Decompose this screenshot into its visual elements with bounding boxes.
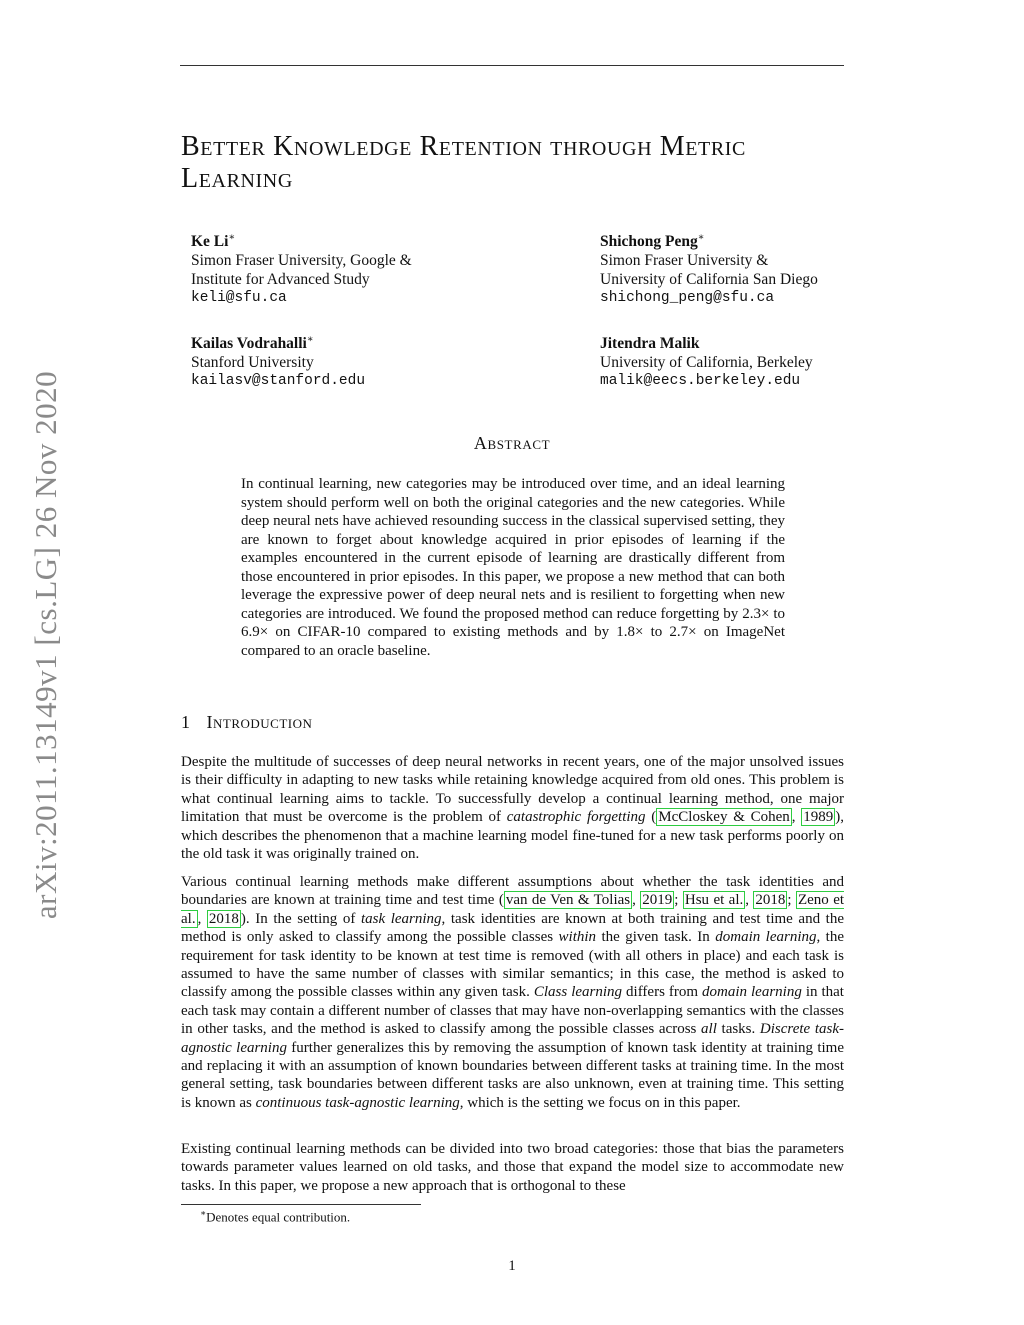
author-name: Ke Li∗: [191, 232, 236, 251]
citation-link[interactable]: 1989: [803, 809, 834, 826]
abstract-text: In continual learning, new categories may be introduced over time, and an ideal learning system should perform well on both the original categories and the new categories. While deep neural nets have achieved resounding success in the classical supervised setting, they are known to forget about knowledge acquired in prior episodes of learning if the examples encountered in the current episode of learning are drastically different from those encountered in prior episodes. In this paper, we propose a new method that can both leverage the expressive power of deep neural nets and is resilient to forgetting when new categories are introduced. We found the proposed method can reduce forgetting by 2.3× to 6.9× on CIFAR-10 compared to existing methods and by 1.8× to 2.7× on ImageNet compared to an oracle baseline.: [241, 476, 785, 659]
author-email[interactable]: kailasv@stanford.edu: [191, 373, 366, 390]
intro-paragraph-3: Existing continual learning methods can be divided into two broad categories: those that bias the parameters towards parameter values learned on old tasks, and those that expand the model size to accommodate new tasks. In this paper, we propose a new approach that is orthogonal to these: [181, 1141, 844, 1194]
intro-paragraph-1: Despite the multitude of successes of deep neural networks in recent years, one of the major unsolved issues is their difficulty in adapting to new tasks while retaining knowledge acquired from old ones. This problem is what continual learning aims to tackle. To successfully develop a continual learning method, one major limitation that must be overcome is the problem of catastrophic forgetting ( McCloskey & Cohen , 1989 ), which describes the phenomenon that a machine learning model fine-tuned for a new task performs poorly on the old task it was originally trained on.: [181, 754, 845, 863]
author-block: [600, 330, 813, 391]
author-affiliation: University of California, Berkeley: [600, 354, 813, 372]
author-affiliation: Stanford University: [191, 354, 314, 372]
author-affiliation: Simon Fraser University, Google &: [191, 252, 412, 270]
author-email[interactable]: malik@eecs.berkeley.edu: [600, 373, 801, 390]
header-rule: [180, 65, 844, 66]
citation-link[interactable]: 2019: [642, 892, 673, 909]
citation-link[interactable]: van de Ven & Tolias: [505, 892, 631, 909]
author-email[interactable]: keli@sfu.ca: [191, 290, 287, 307]
author-block: [600, 228, 818, 308]
arxiv-identifier: arXiv:2011.13149v1 [cs.LG] 26 Nov 2020: [28, 370, 63, 920]
author-block: [191, 228, 412, 308]
intro-paragraph-2: Various continual learning methods make different assumptions about whether the task identities and boundaries are known at training time and test time ( van de Ven & Tolias , 2019 ; Hsu et al. , 2018 ; Zeno et al. , 2018 ). In the setting of task learning, task identities are known at both training and test time and the method is only asked to classify among the possible classes within the given task. In domain learning, the requirement for task identity to be known at test time is removed (with all others in place) and each task is assumed to have the same number of classes with similar semantics; in this case, the method is asked to classify among the possible classes within any given task. Class learning differs from domain learning in that each task may contain a different number of classes that may have non-overlapping semantics with the classes in other tasks, and the method is asked to classify among the possible classes across all tasks. Discrete task-agnostic learning further generalizes this by removing the assumption of known task identity at training time and replacing it with an assumption of known boundaries between different tasks at training time. In the most general setting, task boundaries between different tasks are also unknown, even at training time. This setting is known as continuous task-agnostic learning, which is the setting we focus on in this paper.: [181, 874, 845, 1111]
author-affiliation: Institute for Advanced Study: [191, 271, 370, 289]
footnote: ∗Denotes equal contribution.: [200, 1208, 351, 1225]
author-email[interactable]: shichong_peng@sfu.ca: [600, 290, 775, 307]
abstract-heading: Abstract: [473, 433, 551, 453]
footnote-rule: [181, 1204, 421, 1205]
page-number: 1: [508, 1258, 516, 1274]
citation-link[interactable]: McCloskey & Cohen: [658, 809, 790, 826]
author-name: Kailas Vodrahalli∗: [191, 334, 314, 353]
section-title: Introduction: [206, 712, 313, 732]
author-name: Shichong Peng∗: [600, 232, 705, 251]
citation-link[interactable]: Zeno et al.: [181, 892, 845, 927]
paper-title: Better Knowledge Retention through Metric Learning: [181, 131, 746, 194]
citation-link[interactable]: 2018: [755, 892, 786, 909]
author-affiliation: University of California San Diego: [600, 271, 818, 289]
author-block: [191, 330, 365, 391]
citation-link[interactable]: Hsu et al.: [684, 892, 744, 909]
author-affiliation: Simon Fraser University &: [600, 252, 769, 270]
citation-link[interactable]: 2018: [208, 910, 239, 927]
section-heading: [181, 712, 312, 733]
section-number: 1: [181, 712, 191, 732]
author-name: Jitendra Malik: [600, 335, 700, 353]
